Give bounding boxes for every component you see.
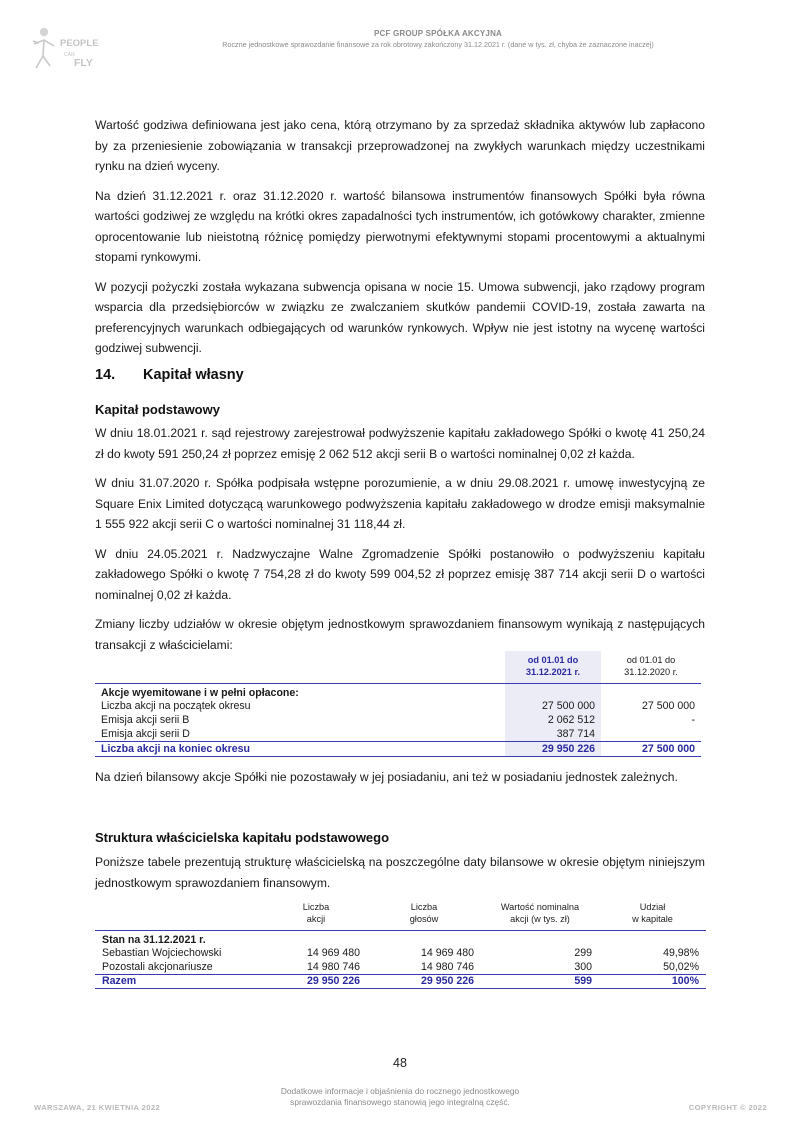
table-row: Emisja akcji serii B 2 062 512 - xyxy=(101,714,695,727)
paragraph: Wartość godziwa definiowana jest jako cena, którą otrzymano by za sprzedaż składnika aktywów lub zapłacono by za przeniesienie zobowiązania w transakcji przeprowadzonej na zwykłych warunkach między uczestnikami rynku na dzień wyceny. xyxy=(95,118,705,173)
subheading-share-capital: Kapitał podstawowy xyxy=(95,402,220,417)
paragraph: W dniu 31.07.2020 r. Spółka podpisała wstępne porozumienie, a w dniu 29.08.2021 r. umowę inwestycyjną ze Square Enix Limited dotyczącą warunkowego podwyższenia kapitału zakładowego w drodze emisji maksymalnie 1 555 922 akcji serii C o wartości nominalnej 31 118,44 zł. xyxy=(95,476,705,531)
intro-block xyxy=(95,115,705,359)
svg-text:PEOPLE: PEOPLE xyxy=(60,38,99,49)
column-header: Wartość nominalna akcji (w tys. zł) xyxy=(500,902,580,924)
column-header: Udział w kapitale xyxy=(632,902,673,924)
capital-block xyxy=(95,423,705,655)
shares-changes-table xyxy=(95,651,701,757)
table-row: Sebastian Wojciechowski 14 969 480 14 969 480 299 49,98% xyxy=(102,946,699,959)
paragraph: W pozycji pożyczki została wykazana subwencja opisana w nocie 15. Umowa subwencji, jako rządowy program wsparcia dla przedsiębiorców w związku ze zwalczaniem skutków pandemii COVID-19, została zawarta na preferencyjnych warunkach odbiegających od warunków rynkowych. Wpływ nie jest istotny na wycenę wartości godziwej subwencji. xyxy=(95,279,705,355)
table-total-row: Liczba akcji na koniec okresu 29 950 226 27 500 000 xyxy=(95,742,701,756)
table-row: Pozostali akcjonariusze 14 980 746 14 980 746 300 50,02% xyxy=(102,960,699,973)
table-total-row: Razem 29 950 226 29 950 226 599 100% xyxy=(95,974,706,988)
paragraph: Poniższe tabele prezentują strukturę właścicielską na poszczególne daty bilansowe w okresie objętym niniejszym jednostkowym sprawozdaniem finansowym. xyxy=(95,855,705,890)
ownership-block xyxy=(95,852,705,893)
page-number: 48 xyxy=(393,1056,407,1070)
table-header-row xyxy=(95,651,701,680)
header-company: PCF GROUP SPÓŁKA AKCYJNA xyxy=(373,29,503,38)
paragraph: Na dzień 31.12.2021 r. oraz 31.12.2020 r. wartość bilansowa instrumentów finansowych Spółki była równa wartości godziwej ze względu na krótki okres zapadalności tych instrumentów, ich gotówkowy charakter, zmienne oprocentowanie lub nieistotną różnicę pomiędzy pierwotnymi efektywnymi stopami procentowymi a aktualnymi stopami rynkowymi. xyxy=(95,188,705,264)
section-number: 14. xyxy=(95,367,116,383)
table-section-row: Akcje wyemitowane i w pełni opłacone: xyxy=(95,683,701,699)
paragraph: Na dzień bilansowy akcje Spółki nie pozostawały w jej posiadaniu, ani też w posiadaniu jednostek zależnych. xyxy=(95,770,678,784)
section-title-text: Kapitał własny xyxy=(143,367,244,383)
section-title xyxy=(95,367,244,383)
table-section-row: Stan na 31.12.2021 r. xyxy=(102,933,206,946)
table-row: Liczba akcji na początek okresu 27 500 000 27 500 000 xyxy=(101,699,695,712)
paragraph: W dniu 18.01.2021 r. sąd rejestrowy zarejestrował podwyższenie kapitału zakładowego Spółki o kwotę 41 250,24 zł do kwoty 591 250,24 zł poprzez emisję 2 062 512 akcji serii B o wartości nominalnej 0,02 zł każda. xyxy=(95,426,705,461)
header-subtitle: Roczne jednostkowe sprawozdanie finansowe za rok obrotowy zakończony 31.12.2021 r. (dane w tys. zł, chyba że zaznaczone inaczej) xyxy=(222,40,654,49)
column-header: od 01.01 do 31.12.2021 r. xyxy=(505,651,601,680)
svg-text:CAN: CAN xyxy=(64,52,75,58)
table-header-row xyxy=(95,899,706,928)
column-header: od 01.01 do 31.12.2020 r. xyxy=(624,655,678,677)
svg-text:FLY: FLY xyxy=(74,57,93,69)
ownership-table xyxy=(95,899,706,989)
subheading-ownership: Struktura właścicielska kapitału podstawowego xyxy=(95,830,390,845)
footer-location-date: WARSZAWA, 21 KWIETNIA 2022 xyxy=(34,1103,161,1112)
after-table-block xyxy=(95,767,705,788)
table-row: Emisja akcji serii D 387 714 xyxy=(95,727,701,741)
column-header: Liczba akcji xyxy=(302,902,330,924)
column-header: Liczba głosów xyxy=(409,902,439,924)
paragraph: W dniu 24.05.2021 r. Nadzwyczajne Walne Zgromadzenie Spółki postanowiło o podwyższeniu kapitału zakładowego Spółki o kwotę 7 754,28 zł do kwoty 599 004,52 zł poprzez emisję 387 714 akcji serii D o wartości nominalnej 0,02 zł każda. xyxy=(95,546,705,602)
paragraph: Zmiany liczby udziałów w okresie objętym jednostkowym sprawozdaniem finansowym wynikają z następujących transakcji z właścicielami: xyxy=(95,617,705,652)
footer-copyright: COPYRIGHT © 2022 xyxy=(688,1103,767,1112)
footer-note: Dodatkowe informacje i objaśnienia do rocznego jednostkowego sprawozdania finansowego stanowią jego integralną część. xyxy=(280,1086,520,1107)
